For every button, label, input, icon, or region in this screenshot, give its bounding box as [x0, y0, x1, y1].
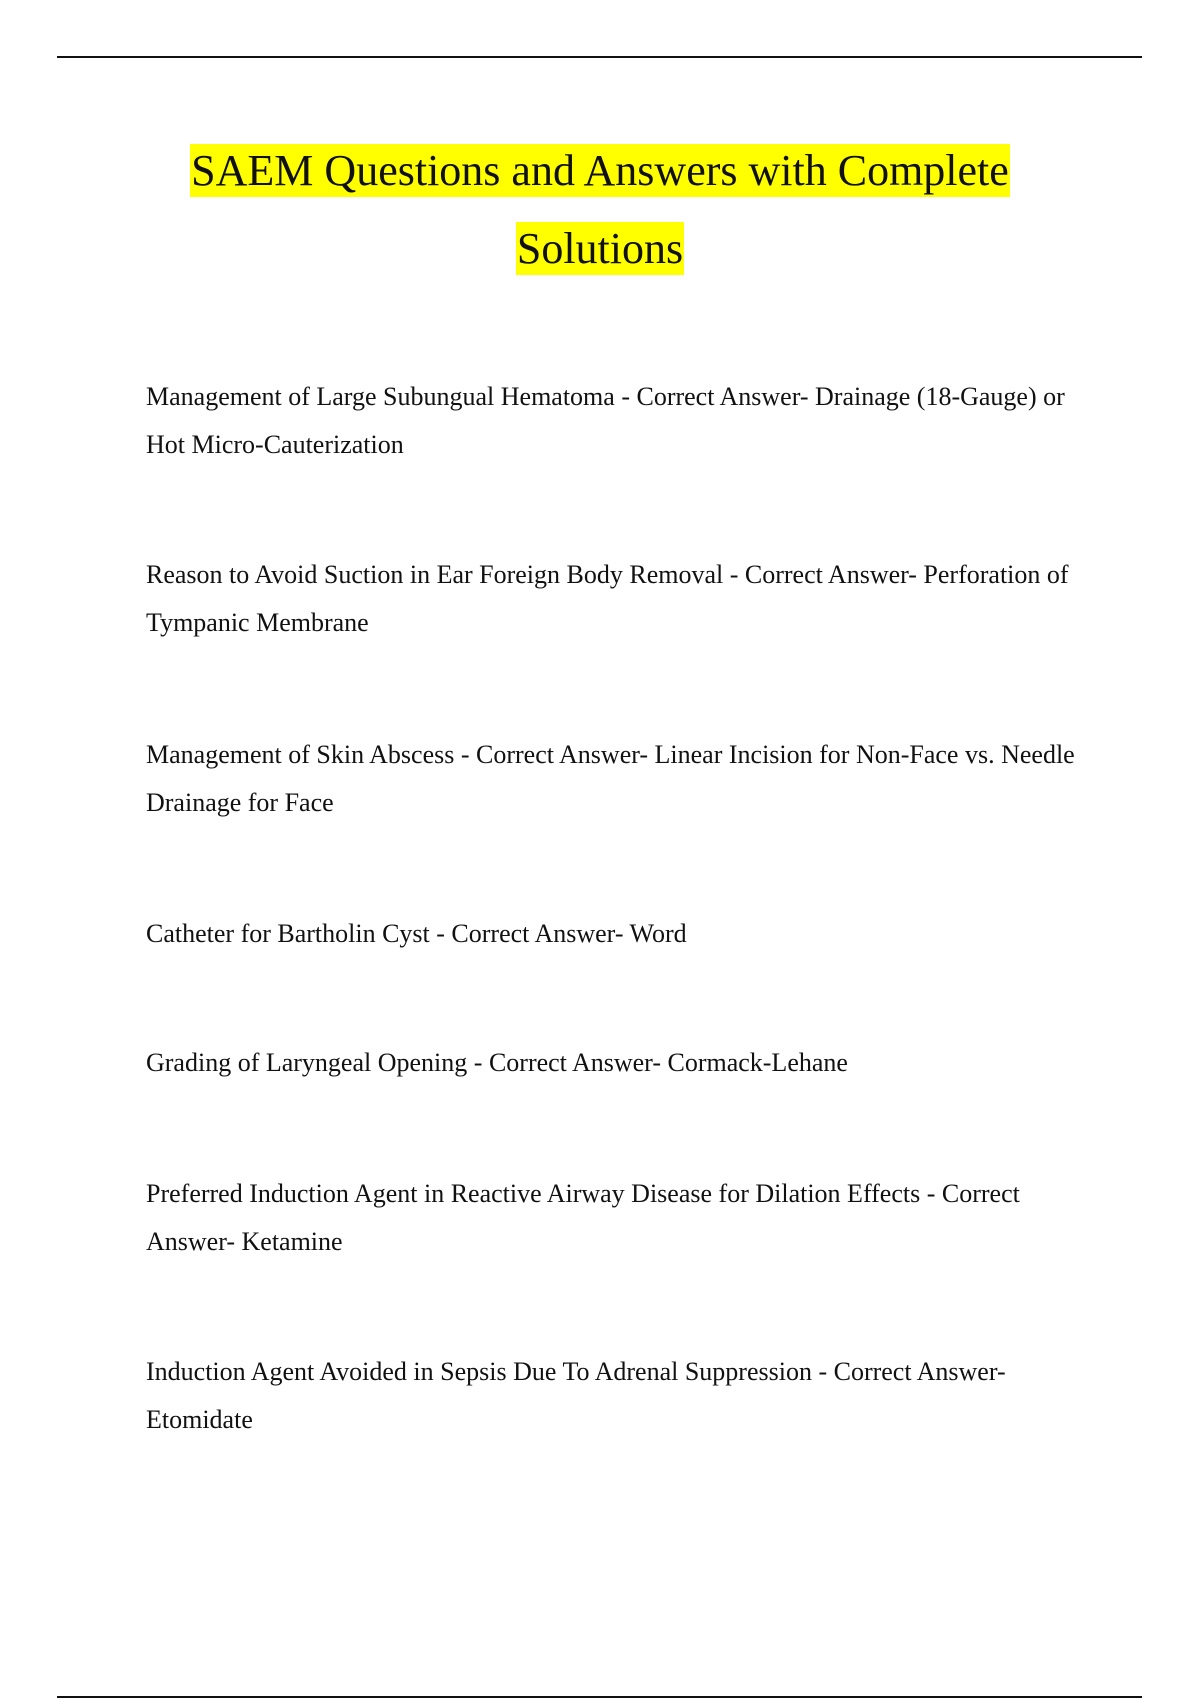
qa-item: Management of Skin Abscess - Correct Answer- Linear Incision for Non-Face vs. Needle Drainage for Face [146, 740, 1075, 817]
footer-rule [57, 1696, 1142, 1698]
header-rule [57, 56, 1142, 58]
title-line-1: SAEM Questions and Answers with Complete [191, 146, 1009, 195]
qa-item: Induction Agent Avoided in Sepsis Due To Adrenal Suppression - Correct Answer- Etomidate [146, 1357, 1006, 1434]
page-title [0, 132, 1200, 288]
qa-item: Reason to Avoid Suction in Ear Foreign Body Removal - Correct Answer- Perforation of Tympanic Membrane [146, 560, 1069, 637]
qa-item: Grading of Laryngeal Opening - Correct Answer- Cormack-Lehane [146, 1048, 848, 1077]
qa-item: Management of Large Subungual Hematoma - Correct Answer- Drainage (18-Gauge) or Hot Micro-Cauterization [146, 382, 1065, 459]
qa-item: Catheter for Bartholin Cyst - Correct Answer- Word [146, 919, 687, 948]
qa-item: Preferred Induction Agent in Reactive Airway Disease for Dilation Effects - Correct Answer- Ketamine [146, 1179, 1020, 1256]
title-line-2: Solutions [516, 224, 684, 273]
